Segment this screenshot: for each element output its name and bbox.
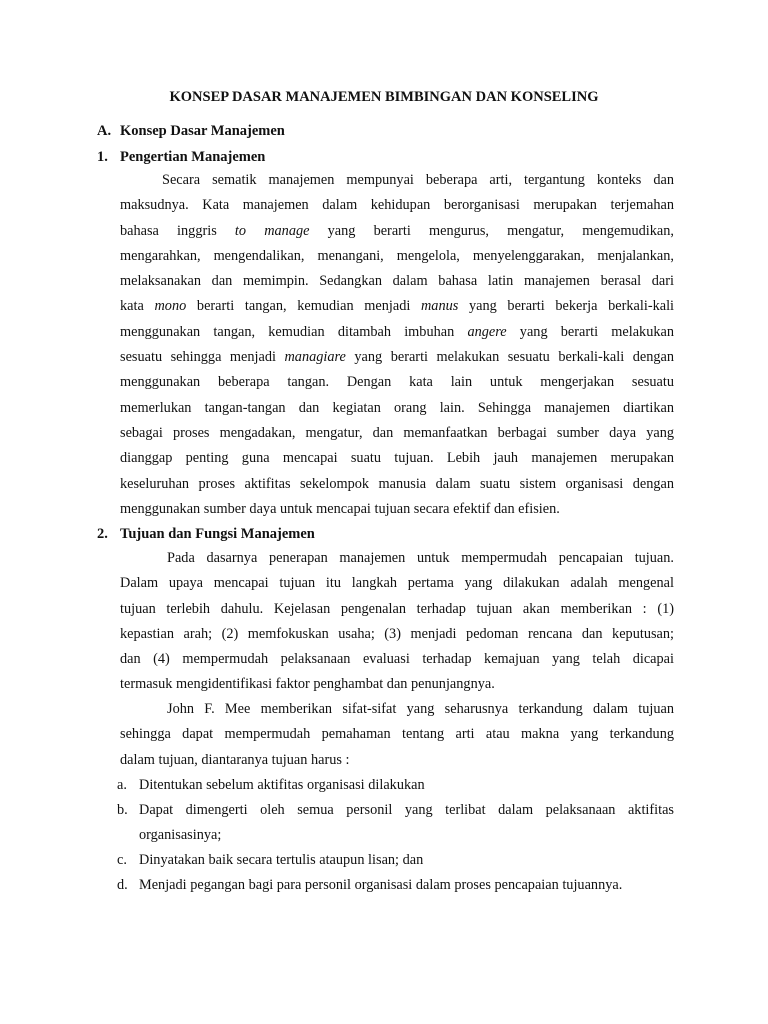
- paragraph-line: Pada dasarnya penerapan manajemen untuk mempermudah pencapaian tujuan.: [167, 550, 674, 566]
- list-marker: c.: [117, 852, 127, 868]
- paragraph-line: kepastian arah; (2) memfokuskan usaha; (3) menjadi pedoman rencana dan keputusan;: [120, 625, 674, 642]
- paragraph-line: Secara sematik manajemen mempunyai beberapa arti, tergantung konteks dan: [162, 172, 674, 188]
- list-item-text: Dapat dimengerti oleh semua personil yang terlibat dalam pelaksanaan aktifitas: [139, 802, 674, 818]
- paragraph-line: kata mono berarti tangan, kemudian menjadi manus yang berarti bekerja berkali-kali: [120, 298, 675, 315]
- paragraph-line: sebagai proses mengadakan, mengatur, dan memanfaatkan berbagai sumber daya yang: [120, 424, 674, 441]
- paragraph-line: John F. Mee memberikan sifat-sifat yang seharusnya terkandung dalam tujuan: [167, 701, 674, 717]
- list-item: [117, 798, 674, 849]
- section-marker: A.: [97, 123, 112, 139]
- paragraph-line: dianggap penting guna mencapai suatu tujuan. Lebih jauh manajemen merupakan: [120, 450, 674, 467]
- list-item: [117, 848, 674, 873]
- section-label: Tujuan dan Fungsi Manajemen: [120, 526, 315, 542]
- section-marker: 1.: [97, 149, 108, 165]
- paragraph-line: sesuatu sehingga menjadi managiare yang berarti melakukan sesuatu berkali-kali dengan: [120, 349, 675, 366]
- paragraph-line: melaksanakan dan memimpin. Sedangkan dalam bahasa latin manajemen berasal dari: [120, 273, 674, 290]
- paragraph-line: dan (4) mempermudah pelaksanaan evaluasi terhadap kemajuan yang telah dicapai: [120, 651, 674, 668]
- paragraph-john-mee: [120, 697, 674, 773]
- section-heading-1: [97, 148, 265, 166]
- paragraph-line: sehingga dapat mempermudah pemahaman tentang arti atau makna yang terkandung: [120, 726, 674, 743]
- page-title: KONSEP DASAR MANAJEMEN BIMBINGAN DAN KONSELING: [169, 89, 599, 105]
- list-marker: b.: [117, 802, 128, 818]
- list-item-text: Dinyatakan baik secara tertulis ataupun lisan; dan: [139, 852, 424, 868]
- paragraph-line: termasuk mengidentifikasi faktor penghambat dan penunjangnya.: [120, 676, 495, 693]
- paragraph-line: bahasa inggris to manage yang berarti mengurus, mengatur, mengemudikan,: [120, 222, 674, 239]
- section-label: Konsep Dasar Manajemen: [120, 123, 285, 139]
- paragraph-line: Dalam upaya mencapai tujuan itu langkah pertama yang dilakukan adalah mengenal: [120, 575, 674, 592]
- list-item-text: Ditentukan sebelum aktifitas organisasi dilakukan: [139, 777, 425, 793]
- list-marker: d.: [117, 877, 128, 893]
- list-item: [117, 773, 674, 798]
- paragraph-line: memerlukan tangan-tangan dan kegiatan orang lain. Sehingga manajemen diartikan: [120, 399, 674, 416]
- paragraph-line: menggunakan beberapa tangan. Dengan kata lain untuk mengerjakan sesuatu: [120, 374, 674, 391]
- paragraph-line: maksudnya. Kata manajemen dalam kehidupan berorganisasi merupakan terjemahan: [120, 197, 674, 214]
- paragraph-line: menggunakan tangan, kemudian ditambah imbuhan angere yang berarti melakukan: [120, 323, 674, 340]
- paragraph-line: keseluruhan proses aktifitas sekelompok manusia dalam suatu sistem organisasi dengan: [120, 475, 674, 492]
- list-item-text: Menjadi pegangan bagi para personil organisasi dalam proses pencapaian tujuannya.: [139, 877, 623, 893]
- paragraph-line: dalam tujuan, diantaranya tujuan harus :: [120, 751, 350, 768]
- list-item: [117, 873, 674, 898]
- paragraph-tujuan: [120, 546, 674, 698]
- section-heading-a: [97, 122, 285, 140]
- section-heading-2: [97, 525, 315, 543]
- list-marker: a.: [117, 777, 127, 793]
- paragraph-line: menggunakan sumber daya untuk mencapai tujuan secara efektif dan efisien.: [120, 500, 560, 517]
- section-label: Pengertian Manajemen: [120, 149, 266, 165]
- paragraph-line: mengarahkan, mengendalikan, menangani, mengelola, menyelenggarakan, menjalankan,: [120, 247, 674, 264]
- list-item-text: organisasinya;: [139, 827, 222, 844]
- paragraph-line: tujuan terlebih dahulu. Kejelasan pengenalan terhadap tujuan akan memberikan : (1): [120, 600, 674, 617]
- section-marker: 2.: [97, 526, 108, 542]
- paragraph-pengertian: [120, 168, 674, 522]
